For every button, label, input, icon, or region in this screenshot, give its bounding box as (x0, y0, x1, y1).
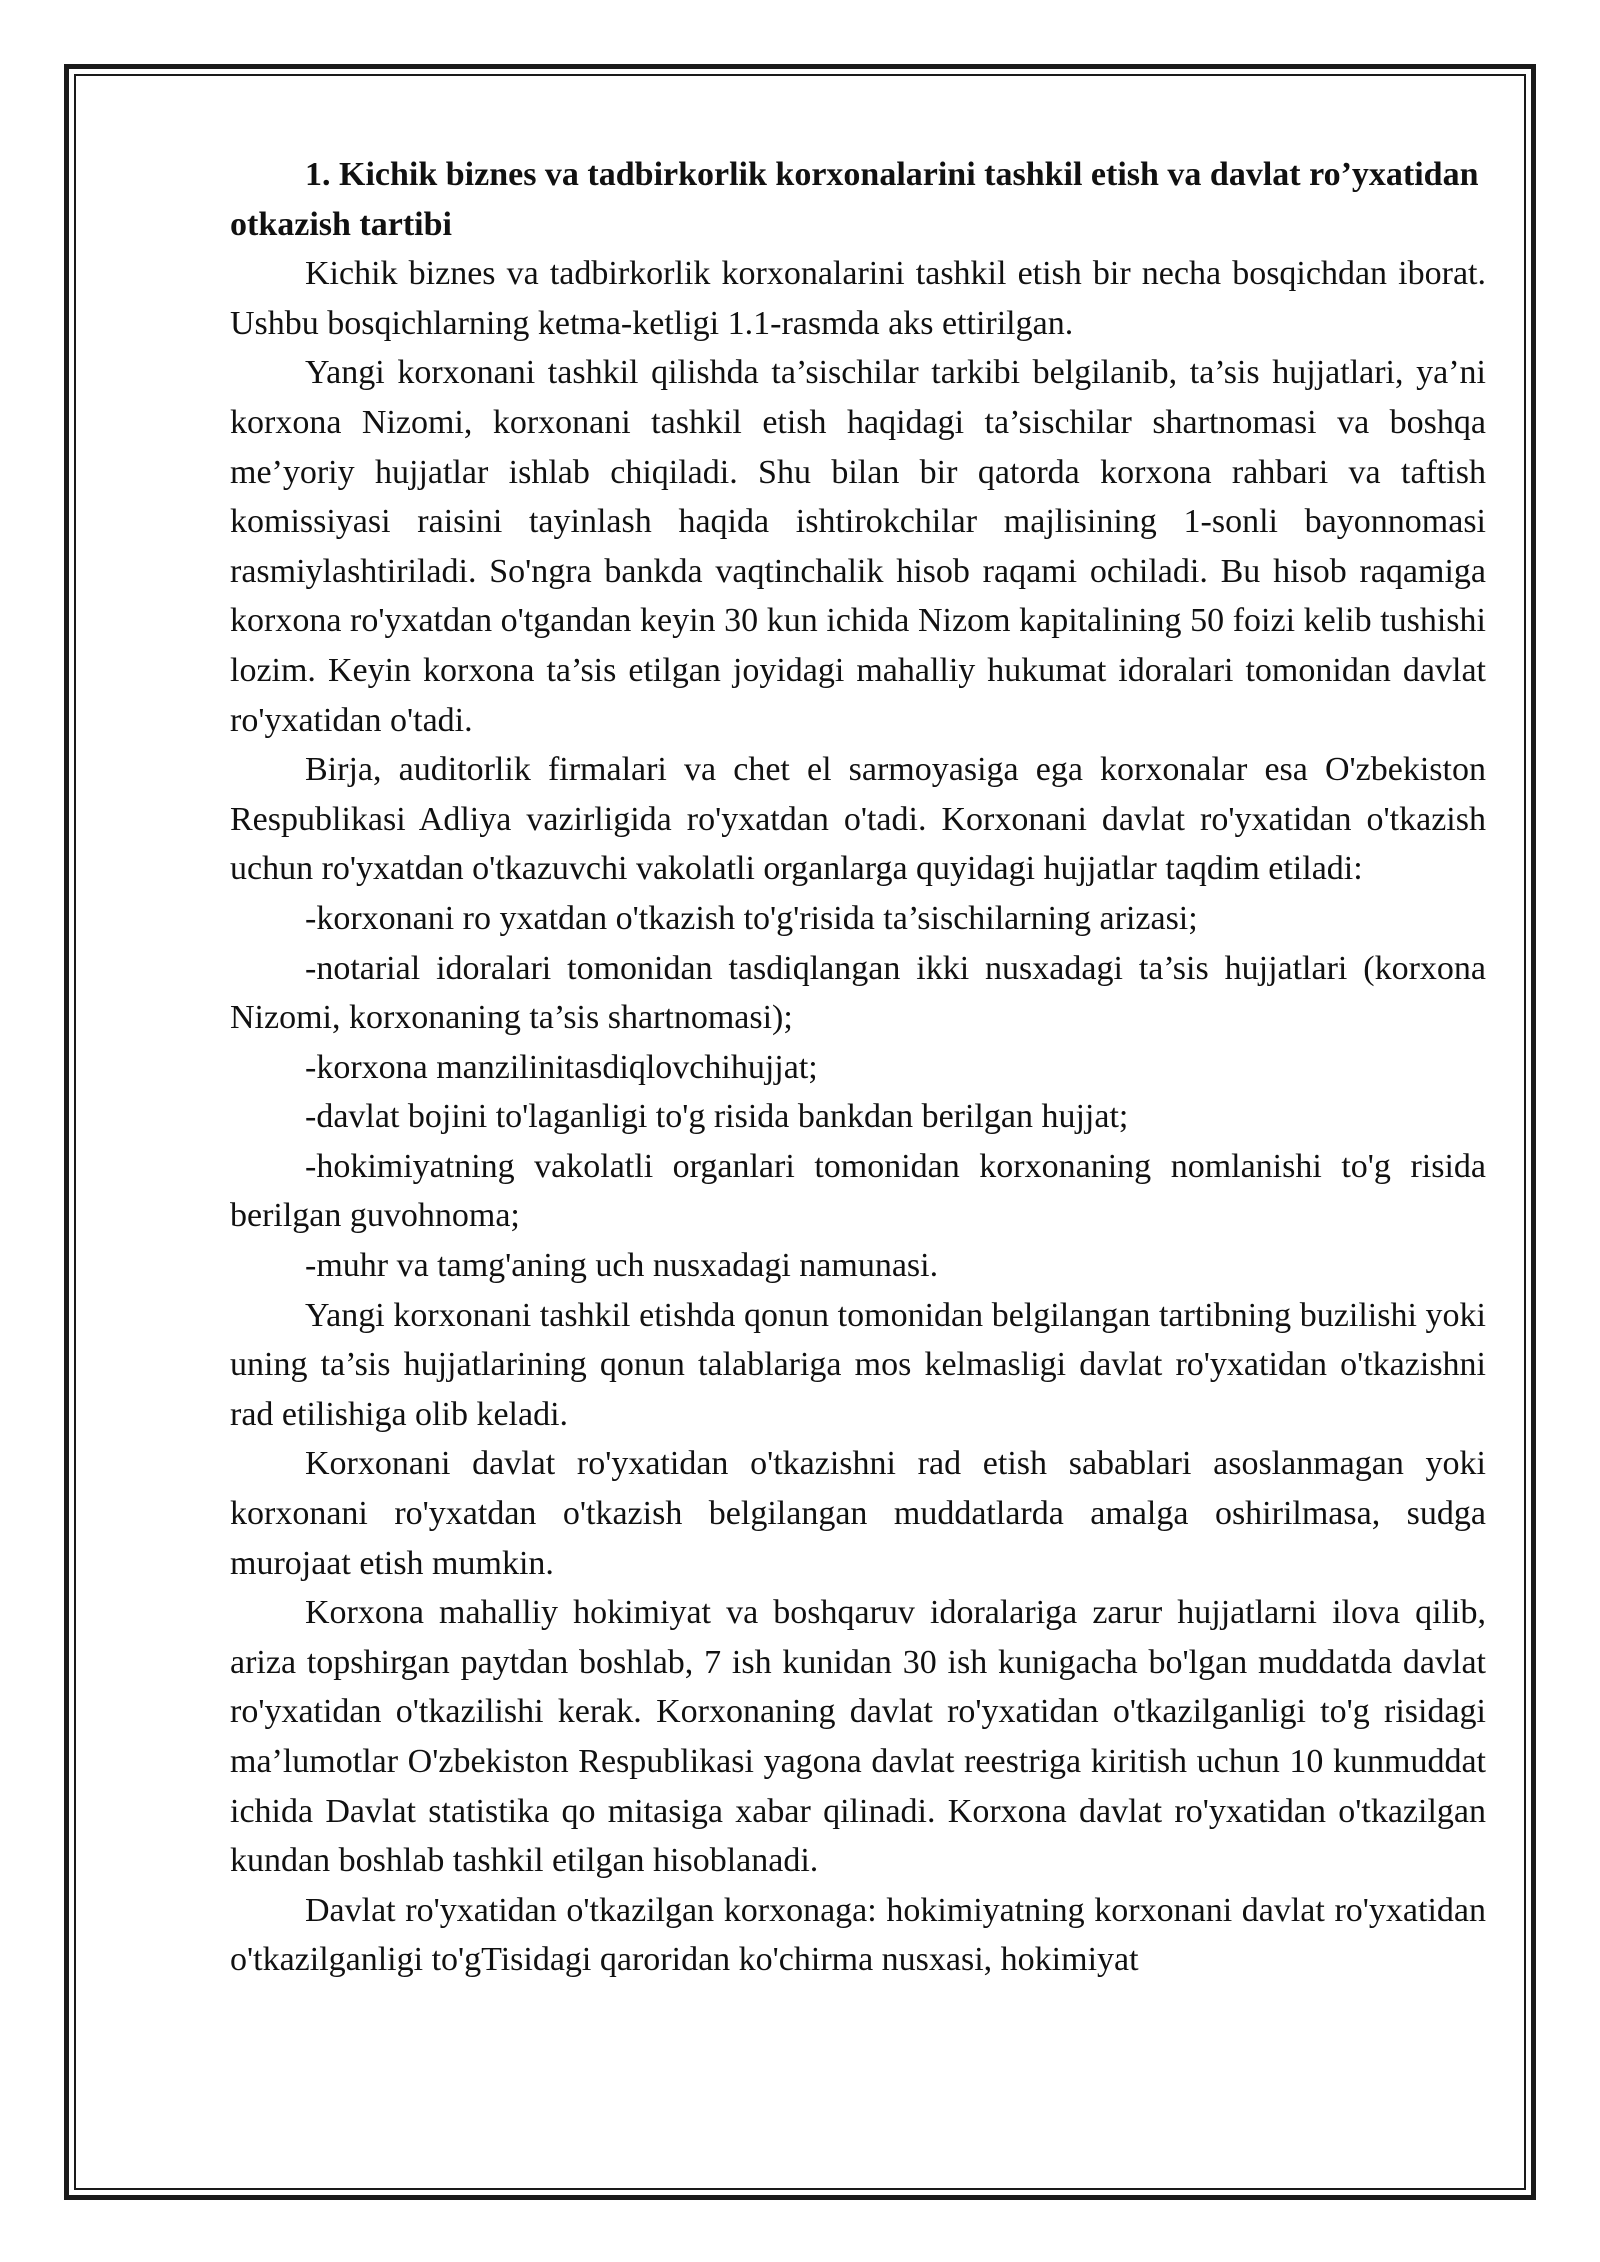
list-item-address-document: -korxona manzilinitasdiqlovchihujjat; (305, 1048, 818, 1086)
list-item-founding-documents: -notarial idoralari tomonidan tasdiqlangan ikki nusxadagi ta’sis hujjatlari (korxona Nizomi, korxonaning ta’sis shartnomasi); (230, 949, 1486, 1037)
paragraph-violations: Yangi korxonani tashkil etishda qonun tomonidan belgilangan tartibning buzilishi yoki uning ta’sis hujjatlarining qonun talablariga mos kelmasligi davlat ro'yxatidan o'tkazishni rad etilishiga olib keladi. (230, 1296, 1486, 1433)
paragraph-intro: Kichik biznes va tadbirkorlik korxonalarini tashkil etish bir necha bosqichdan iborat. Ushbu bosqichlarning ketma-ketligi 1.1-rasmda aks ettirilgan. (230, 255, 1486, 342)
list-item-state-fee: -davlat bojini to'laganligi to'g risida bankdan berilgan hujjat; (305, 1098, 1129, 1136)
list-item-seal-sample: -muhr va tamg'aning uch nusxadagi namunasi. (305, 1247, 939, 1285)
document-body (230, 150, 1486, 1985)
paragraph-deadlines: Korxona mahalliy hokimiyat va boshqaruv idoralariga zarur hujjatlarni ilova qilib, ariza topshirgan paytdan boshlab, 7 ish kunidan 30 ish kunigacha bo'lgan muddatda davlat ro'yxatidan o'tkazilishi kerak. Korxonaning davlat ro'yxatidan o'tkazilganligi to'g risidagi ma’lumotlar O'zbekiston Respublikasi yagona davlat reestriga kiritish uchun 10 kunmuddat ichida Davlat statistika qo mitasiga xabar qilinadi. Korxona davlat ro'yxatidan o'tkazilgan kundan boshlab tashkil etilgan hisoblanadi. (230, 1594, 1486, 1880)
paragraph-registration: Birja, auditorlik firmalari va chet el sarmoyasiga ega korxonalar esa O'zbekiston Respublikasi Adliya vazirligida ro'yxatdan o'tadi. Korxonani davlat ro'yxatidan o'tkazish uchun ro'yxatdan o'tkazuvchi vakolatli organlarga quyidagi hujjatlar taqdim etiladi: (230, 751, 1486, 888)
list-item-name-certificate: -hokimiyatning vakolatli organlari tomonidan korxonaning nomlanishi to'g risida berilgan guvohnoma; (230, 1147, 1486, 1235)
paragraph-refusal: Korxonani davlat ro'yxatidan o'tkazishni rad etish sabablari asoslanmagan yoki korxonani ro'yxatdan o'tkazish belgilangan muddatlarda amalga oshirilmasa, sudga murojaat etish mumkin. (230, 1445, 1486, 1582)
list-item-application: -korxonani ro yxatdan o'tkazish to'g'risida ta’sischilarning arizasi; (305, 899, 1198, 937)
section-heading: 1. Kichik biznes va tadbirkorlik korxonalarini tashkil etish va davlat ro’yxatidan otkazish tartibi (230, 156, 1479, 243)
paragraph-founding: Yangi korxonani tashkil qilishda ta’sischilar tarkibi belgilanib, ta’sis hujjatlari, ya’ni korxona Nizomi, korxonani tashkil etish haqidagi ta’sischilar shartnomasi va boshqa me’yoriy hujjatlar ishlab chiqiladi. Shu bilan bir qatorda korxona rahbari va taftish komissiyasi raisini tayinlash haqida ishtirokchilar majlisining 1-sonli bayonnomasi rasmiylashtiriladi. So'ngra bankda vaqtinchalik hisob raqami ochiladi. Bu hisob raqamiga korxona ro'yxatdan o'tgandan keyin 30 kun ichida Nizom kapitalining 50 foizi kelib tushishi lozim. Keyin korxona ta’sis etilgan joyidagi mahalliy hukumat idoralari tomonidan davlat ro'yxatidan o'tadi. (230, 354, 1486, 739)
paragraph-issued-documents: Davlat ro'yxatidan o'tkazilgan korxonaga: hokimiyatning korxonani davlat ro'yxatidan o'tkazilganligi to'gTisidagi qaroridan ko'chirma nusxasi, hokimiyat (230, 1891, 1486, 1979)
